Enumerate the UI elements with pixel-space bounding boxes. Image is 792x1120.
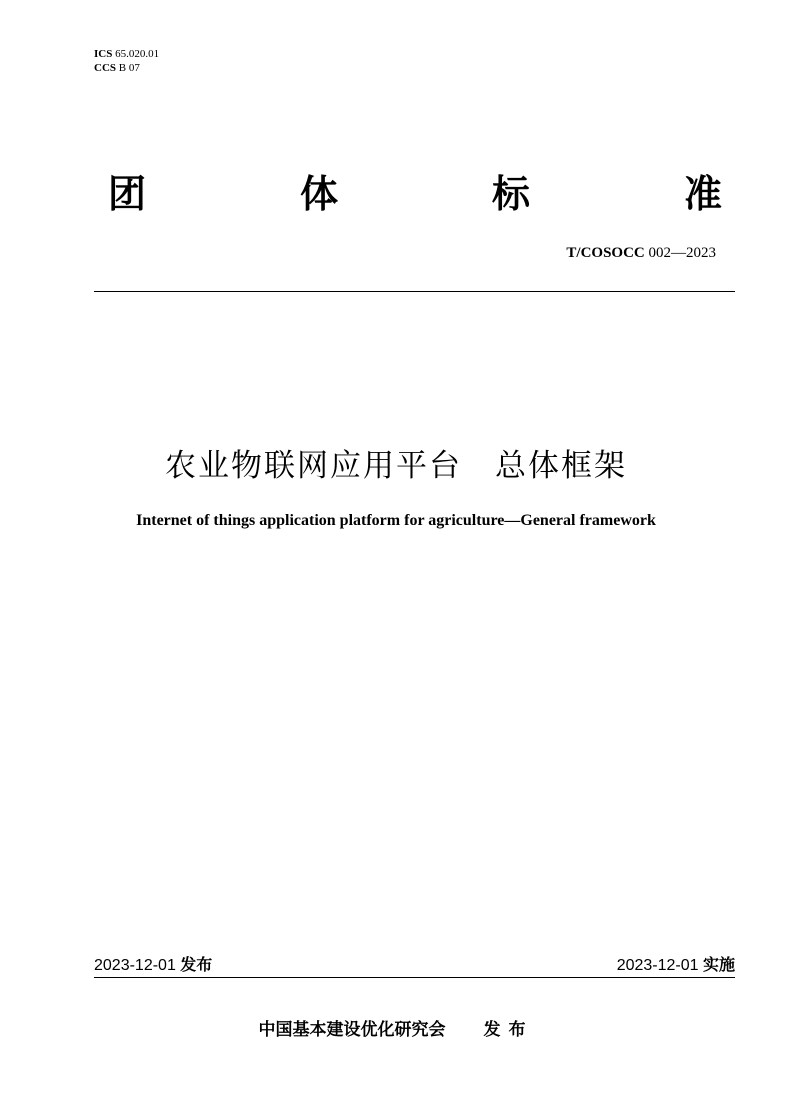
standard-type-heading — [108, 166, 722, 214]
implementation-date-line — [617, 952, 735, 975]
header-divider — [94, 291, 735, 292]
ics-value: 65.020.01 — [115, 48, 160, 60]
implementation-label: 实施 — [702, 955, 735, 974]
publisher-action: 发布 — [483, 1020, 534, 1040]
ccs-label: CCS — [94, 62, 117, 74]
ics-classification — [94, 48, 159, 61]
standard-number-value: 002—2023 — [648, 245, 716, 261]
issue-label: 发布 — [180, 955, 213, 974]
standard-type-char: 标 — [491, 171, 530, 216]
implementation-date: 2023-12-01 — [616, 957, 699, 974]
footer-divider — [94, 977, 735, 978]
standard-type-char: 体 — [299, 171, 338, 216]
ccs-classification — [94, 62, 140, 75]
issue-date-line — [94, 952, 212, 975]
ics-label: ICS — [94, 48, 113, 60]
ccs-value: B 07 — [118, 62, 140, 74]
standard-number — [566, 245, 716, 262]
standard-type-char: 团 — [108, 171, 147, 216]
publisher-line — [0, 1015, 792, 1040]
issue-date: 2023-12-01 — [94, 957, 176, 974]
document-title-chinese: 农业物联网应用平台 总体框架 — [165, 448, 627, 484]
document-title-english: Internet of things application platform for agriculture—General framework — [136, 512, 656, 529]
standard-type-char: 准 — [683, 171, 722, 216]
publisher-name: 中国基本建设优化研究会 — [258, 1020, 446, 1040]
standard-number-prefix: T/COSOCC — [566, 245, 645, 261]
